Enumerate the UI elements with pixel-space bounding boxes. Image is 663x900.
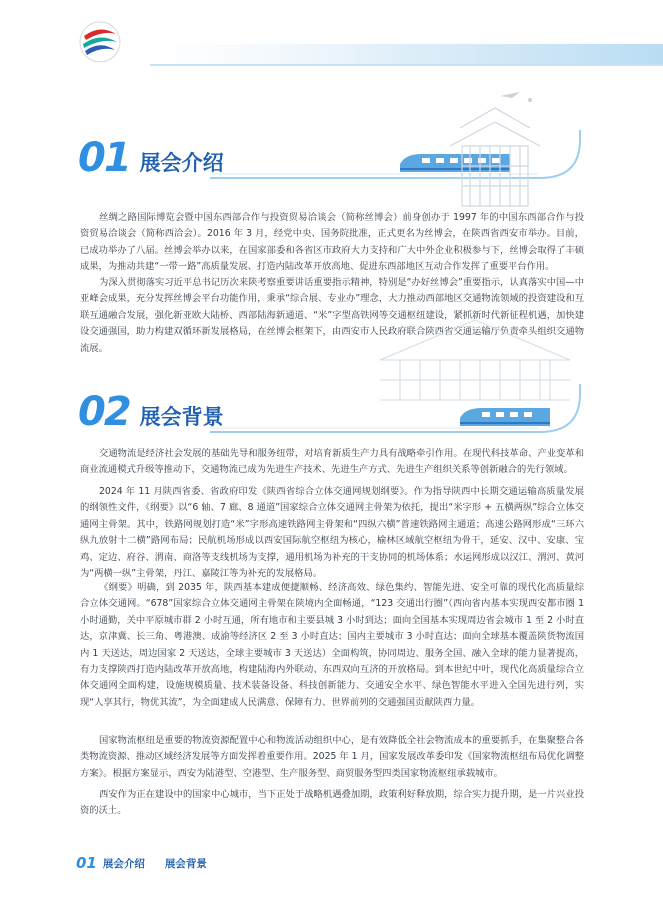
section-number: 01: [78, 135, 130, 181]
background-paragraph: 西安作为正在建设中的国家中心城市，当下正处于战略机遇叠加期，政策利好释放期，综合实力提升期，是一片兴业投资的沃土。: [80, 789, 584, 817]
intro-paragraph: 为深入贯彻落实习近平总书记历次来陕考察重要讲话重要指示精神，特别是“办好丝博会”重要指示，认真落实中国—中亚峰会成果，充分发挥丝博会平台功能作用，秉承“综合展、专业办”理念，大力推动西部地区交通物流领域的投资建设和互联互通融合发展，强化新亚欧大陆桥、西部陆海新通道、“米”字型高铁网等交通枢纽建设，紧抓新时代新征程机遇，加快建设交通强国，助力构建双循环新发展格局，在丝博会框架下，由西安市人民政府联合陕西省交通运输厅负责牵头组织交通物流展。: [80, 277, 584, 354]
expo-logo-icon: [78, 20, 122, 64]
footer-item: 展会背景: [164, 857, 207, 870]
footer-item: 展会介绍: [102, 857, 145, 870]
train-track-decoration-icon: [210, 384, 590, 444]
background-paragraph: 国家物流枢纽是重要的物流资源配置中心和物流活动组织中心，是有效降低全社会物流成本的重要抓手，在集聚整合各类物流资源、推动区域经济发展等方面发挥着重要作用。2025 年 1 月，国家发展改革委印发《国家物流枢纽布局优化调整方案》。根据方案显示，西安为陆港型、空港型、生产服务型、商贸服务型四类国家物流枢纽承载城市。: [80, 735, 584, 779]
section-heading: 展会背景: [139, 405, 224, 429]
background-paragraph: 2024 年 11 月陕西省委、省政府印发《陕西省综合立体交通网规划纲要》。作为指导陕西中长期交通运输高质量发展的纲领性文件，《纲要》以“6 轴、7 廊、8 通道”国家综合立体交通网主骨架为依托，提出“米字形 + 五横两纵”综合立体交通网主骨架。其中，铁路网规划打造“米”字形高速铁路网主骨架和“四纵六横”普速铁路网主通道；高速公路网形成“三环六纵九放射十二横”路网布局；民航机场形成以西安国际航空枢纽为核心，榆林区域航空枢纽为骨干，延安、汉中、安康、宝鸡、定边、府谷、渭南、商洛等支线机场为支撑，通用机场为补充的干支协同的机场体系；水运网形成以汉江、渭河、黄河为“两横一纵”主骨架，丹江、嘉陵江等为补充的发展格局。: [80, 486, 584, 580]
page-footer: [76, 854, 207, 872]
section-heading: 展会介绍: [139, 151, 224, 175]
terminal-building-icon: [440, 88, 550, 218]
background-paragraph: 交通物流是经济社会发展的基础先导和服务纽带，对培育新质生产力具有战略牵引作用。在现代科技革命、产业变革和商业流通模式升级等推动下，交通物流已成为先进生产技术、先进生产方式、先进生产组织关系等创新融合的先行领域。: [80, 448, 584, 476]
section-title-background: [78, 389, 224, 435]
section-number: 02: [78, 389, 130, 435]
background-paragraph: 《纲要》明确，到 2035 年，陕西基本建成便捷顺畅、经济高效、绿色集约、智能先进、安全可靠的现代化高质量综合立体交通网。“678”国家综合立体交通网主骨架在陕境内全面畅通，“123 交通出行圈”（西向省内基本实现西安都市圈 1 小时通勤，关中平原城市群 2 小时互通，所有地市和主要县城 3 小时到达；面向全国基本实现周边省会城市 1 至 2 小时直达，京津冀、长三角、粤港澳、成渝等经济区 2 至 3 小时直达；国内主要城市 3 小时直达；面向全球基本覆盖陕货物流国内 1 天送达，周边国家 2 天送达，全球主要城市 3 天送达）全面构筑，协同周边、服务全国、融入全球的能力显著提高，有力支撑陕西打造内陆改革开放高地，构建陆海内外联动、东西双向互济的开放格局。到本世纪中叶，现代化高质量综合立体交通网全面构建，设施规模质量、技术装备设备、科技创新能力、交通安全水平、绿色智能水平进入全国先进行列，实现“人享其行，物优其流”，为全面建成人民满意、保障有力、世界前列的交通强国贡献陕西力量。: [80, 582, 584, 708]
section-title-intro: [78, 135, 224, 181]
footer-number: 01: [76, 854, 97, 872]
intro-paragraph: 丝绸之路国际博览会暨中国东西部合作与投资贸易洽谈会（简称丝博会）前身创办于 1997 年的中国东西部合作与投资贸易洽谈会（简称西洽会）。2016 年 3 月，经党中央、国务院批准，正式更名为丝博会，在陕西省西安市举办。目前，已成功举办了八届。丝博会举办以来，在国家部委和各省区市政府大力支持和广大中外企业积极参与下，丝博会取得了丰硕成果，为推动共建“一带一路”高质量发展、打造内陆改革开放高地、促进东西部地区互动合作发挥了重要平台作用。: [80, 212, 584, 273]
